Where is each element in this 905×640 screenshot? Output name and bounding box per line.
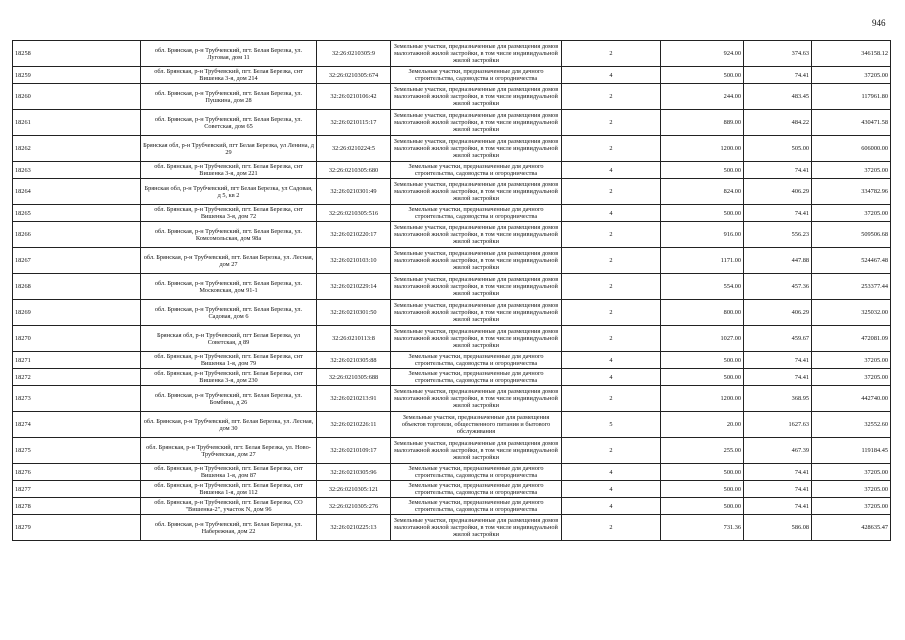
- row-address: обл. Брянская, р-н Трубчевский, пгт. Белая Березка, снт Вишенка 3-я, дом 72: [141, 205, 317, 222]
- table-row: [13, 412, 891, 438]
- row-cadastral-value: 442740.00: [812, 386, 891, 412]
- row-land-use: Земельные участки, предназначенные для дачного строительства, садоводства и огородничества: [391, 67, 562, 84]
- table-row: [13, 274, 891, 300]
- row-area: 20.00: [661, 412, 744, 438]
- row-category: 2: [562, 41, 661, 67]
- page-number: 946: [872, 18, 886, 28]
- row-land-use: Земельные участки, предназначенные для размещения объектов торговли, общественного питания и бытового обслуживания: [391, 412, 562, 438]
- row-cadastral-value: 253377.44: [812, 274, 891, 300]
- row-rate: 459.67: [744, 326, 812, 352]
- row-rate: 457.36: [744, 274, 812, 300]
- table-row: [13, 498, 891, 515]
- row-address: Брянская обл, р-н Трубчевский, пгт Белая Березка, ул Ленина, д 29: [141, 136, 317, 162]
- table-row: [13, 67, 891, 84]
- row-address: обл. Брянская, р-н Трубчевский, пгт. Белая Березка, ул. Лесная, дом 27: [141, 248, 317, 274]
- row-land-use: Земельные участки, предназначенные для размещения домов малоэтажной жилой застройки, в том числе индивидуальной жилой застройки: [391, 438, 562, 464]
- table-row: [13, 369, 891, 386]
- row-cadastral-number: 32:26:0210305:516: [317, 205, 391, 222]
- register-body: [13, 41, 891, 541]
- row-area: 889.00: [661, 110, 744, 136]
- row-number: 18268: [13, 274, 141, 300]
- row-category: 2: [562, 248, 661, 274]
- row-category: 2: [562, 300, 661, 326]
- table-row: [13, 464, 891, 481]
- row-area: 1171.00: [661, 248, 744, 274]
- row-address: обл. Брянская, р-н Трубчевский, пгт. Белая Березка, ул. Бомбина, д 26: [141, 386, 317, 412]
- row-land-use: Земельные участки, предназначенные для размещения домов малоэтажной жилой застройки, в том числе индивидуальной жилой застройки: [391, 84, 562, 110]
- row-cadastral-value: 37205.00: [812, 352, 891, 369]
- row-land-use: Земельные участки, предназначенные для размещения домов малоэтажной жилой застройки, в том числе индивидуальной жилой застройки: [391, 110, 562, 136]
- row-address: обл. Брянская, р-н Трубчевский, пгт. Белая Березка, снт Вишенка 1-я, дом 79: [141, 352, 317, 369]
- row-cadastral-value: 430471.58: [812, 110, 891, 136]
- row-rate: 447.88: [744, 248, 812, 274]
- row-rate: 74.41: [744, 162, 812, 179]
- row-land-use: Земельные участки, предназначенные для размещения домов малоэтажной жилой застройки, в том числе индивидуальной жилой застройки: [391, 179, 562, 205]
- row-land-use: Земельные участки, предназначенные для дачного строительства, садоводства и огородничества: [391, 481, 562, 498]
- table-row: [13, 352, 891, 369]
- row-cadastral-value: 37205.00: [812, 205, 891, 222]
- row-area: 500.00: [661, 162, 744, 179]
- row-cadastral-number: 32:26:0210229:14: [317, 274, 391, 300]
- row-land-use: Земельные участки, предназначенные для размещения домов малоэтажной жилой застройки, в том числе индивидуальной жилой застройки: [391, 386, 562, 412]
- row-cadastral-number: 32:26:0210305:688: [317, 369, 391, 386]
- row-cadastral-number: 32:26:0210225:13: [317, 515, 391, 541]
- row-category: 4: [562, 498, 661, 515]
- row-address: обл. Брянская, р-н Трубчевский, пгт. Белая Березка, снт Вишенка 1-я, дом 112: [141, 481, 317, 498]
- row-cadastral-number: 32:26:0210305:121: [317, 481, 391, 498]
- row-rate: 374.63: [744, 41, 812, 67]
- row-rate: 74.41: [744, 369, 812, 386]
- row-area: 1027.00: [661, 326, 744, 352]
- row-area: 731.36: [661, 515, 744, 541]
- row-number: 18271: [13, 352, 141, 369]
- row-rate: 484.22: [744, 110, 812, 136]
- table-row: [13, 326, 891, 352]
- table-row: [13, 300, 891, 326]
- row-cadastral-number: 32:26:0210305:680: [317, 162, 391, 179]
- row-land-use: Земельные участки, предназначенные для дачного строительства, садоводства и огородничества: [391, 369, 562, 386]
- row-rate: 74.41: [744, 498, 812, 515]
- row-category: 4: [562, 352, 661, 369]
- row-land-use: Земельные участки, предназначенные для размещения домов малоэтажной жилой застройки, в том числе индивидуальной жилой застройки: [391, 274, 562, 300]
- row-cadastral-number: 32:26:0210224:5: [317, 136, 391, 162]
- row-number: 18260: [13, 84, 141, 110]
- row-number: 18263: [13, 162, 141, 179]
- row-cadastral-value: 37205.00: [812, 67, 891, 84]
- row-area: 244.00: [661, 84, 744, 110]
- row-area: 500.00: [661, 369, 744, 386]
- table-row: [13, 84, 891, 110]
- row-category: 4: [562, 205, 661, 222]
- row-area: 500.00: [661, 498, 744, 515]
- row-cadastral-number: 32:26:0210305:88: [317, 352, 391, 369]
- row-land-use: Земельные участки, предназначенные для дачного строительства, садоводства и огородничества: [391, 352, 562, 369]
- row-area: 500.00: [661, 67, 744, 84]
- row-cadastral-value: 37205.00: [812, 369, 891, 386]
- row-address: обл. Брянская, р-н Трубчевский, пгт. Белая Березка, ул. Ново-Трубчевская, дом 27: [141, 438, 317, 464]
- row-number: 18267: [13, 248, 141, 274]
- row-category: 2: [562, 274, 661, 300]
- row-category: 2: [562, 110, 661, 136]
- row-rate: 586.08: [744, 515, 812, 541]
- row-number: 18262: [13, 136, 141, 162]
- row-land-use: Земельные участки, предназначенные для размещения домов малоэтажной жилой застройки, в том числе индивидуальной жилой застройки: [391, 222, 562, 248]
- row-cadastral-number: 32:26:0210109:17: [317, 438, 391, 464]
- row-address: обл. Брянская, р-н Трубчевский, пгт. Белая Березка, снт Вишенка 3-я, дом 230: [141, 369, 317, 386]
- row-cadastral-value: 119184.45: [812, 438, 891, 464]
- row-category: 2: [562, 515, 661, 541]
- row-number: 18270: [13, 326, 141, 352]
- row-category: 2: [562, 179, 661, 205]
- row-number: 18276: [13, 464, 141, 481]
- row-area: 554.00: [661, 274, 744, 300]
- table-row: [13, 481, 891, 498]
- row-land-use: Земельные участки, предназначенные для размещения домов малоэтажной жилой застройки, в том числе индивидуальной жилой застройки: [391, 515, 562, 541]
- row-category: 2: [562, 326, 661, 352]
- row-rate: 74.41: [744, 67, 812, 84]
- row-land-use: Земельные участки, предназначенные для размещения домов малоэтажной жилой застройки, в том числе индивидуальной жилой застройки: [391, 248, 562, 274]
- row-area: 916.00: [661, 222, 744, 248]
- row-address: Брянская обл, р-н Трубчевский, пгт Белая Березка, ул Советская, д 89: [141, 326, 317, 352]
- row-area: 500.00: [661, 352, 744, 369]
- table-row: [13, 438, 891, 464]
- row-cadastral-value: 346158.12: [812, 41, 891, 67]
- row-cadastral-value: 334782.96: [812, 179, 891, 205]
- row-rate: 74.41: [744, 205, 812, 222]
- row-category: 2: [562, 222, 661, 248]
- row-cadastral-value: 325032.00: [812, 300, 891, 326]
- row-address: обл. Брянская, р-н Трубчевский, пгт. Белая Березка, ул. Садовая, дом 6: [141, 300, 317, 326]
- row-category: 4: [562, 369, 661, 386]
- row-cadastral-number: 32:26:0210213:91: [317, 386, 391, 412]
- table-row: [13, 162, 891, 179]
- row-rate: 406.29: [744, 179, 812, 205]
- row-category: 2: [562, 84, 661, 110]
- row-area: 1200.00: [661, 386, 744, 412]
- row-cadastral-number: 32:26:0210103:10: [317, 248, 391, 274]
- row-area: 1200.00: [661, 136, 744, 162]
- row-area: 924.00: [661, 41, 744, 67]
- row-rate: 368.95: [744, 386, 812, 412]
- row-number: 18273: [13, 386, 141, 412]
- row-number: 18269: [13, 300, 141, 326]
- row-category: 4: [562, 67, 661, 84]
- row-cadastral-value: 472081.09: [812, 326, 891, 352]
- row-cadastral-value: 117961.80: [812, 84, 891, 110]
- table-row: [13, 205, 891, 222]
- row-address: обл. Брянская, р-н Трубчевский, пгт. Белая Березка, снт Вишенка 3-я, дом 221: [141, 162, 317, 179]
- row-category: 2: [562, 386, 661, 412]
- row-land-use: Земельные участки, предназначенные для размещения домов малоэтажной жилой застройки, в том числе индивидуальной жилой застройки: [391, 136, 562, 162]
- row-rate: 467.39: [744, 438, 812, 464]
- row-land-use: Земельные участки, предназначенные для дачного строительства, садоводства и огородничества: [391, 205, 562, 222]
- row-rate: 406.29: [744, 300, 812, 326]
- row-number: 18264: [13, 179, 141, 205]
- row-category: 2: [562, 136, 661, 162]
- row-address: обл. Брянская, р-н Трубчевский, пгт. Белая Березка, ул. Лесная, дом 30: [141, 412, 317, 438]
- row-rate: 556.23: [744, 222, 812, 248]
- row-cadastral-number: 32:26:0210305:674: [317, 67, 391, 84]
- row-cadastral-number: 32:26:0210106:42: [317, 84, 391, 110]
- land-register-table: [12, 40, 891, 541]
- row-rate: 74.41: [744, 352, 812, 369]
- row-address: обл. Брянская, р-н Трубчевский, пгт. Белая Березка, снт Вишенка 3-я, дом 214: [141, 67, 317, 84]
- row-cadastral-value: 32552.60: [812, 412, 891, 438]
- row-address: обл. Брянская, р-н Трубчевский, пгт. Белая Березка, ул. Московская, дом 91-1: [141, 274, 317, 300]
- row-rate: 505.00: [744, 136, 812, 162]
- table-row: [13, 222, 891, 248]
- row-category: 5: [562, 412, 661, 438]
- table-row: [13, 515, 891, 541]
- row-land-use: Земельные участки, предназначенные для размещения домов малоэтажной жилой застройки, в том числе индивидуальной жилой застройки: [391, 41, 562, 67]
- row-number: 18274: [13, 412, 141, 438]
- row-address: обл. Брянская, р-н Трубчевский, пгт. Белая Березка, ул. Луговая, дом 11: [141, 41, 317, 67]
- row-land-use: Земельные участки, предназначенные для размещения домов малоэтажной жилой застройки, в том числе индивидуальной жилой застройки: [391, 326, 562, 352]
- row-number: 18272: [13, 369, 141, 386]
- row-area: 255.00: [661, 438, 744, 464]
- row-category: 4: [562, 162, 661, 179]
- row-address: обл. Брянская, р-н Трубчевский, пгт. Белая Березка, СО "Вишенка-2", участок N, дом 96: [141, 498, 317, 515]
- table-row: [13, 248, 891, 274]
- row-cadastral-value: 606000.00: [812, 136, 891, 162]
- table-row: [13, 136, 891, 162]
- row-number: 18279: [13, 515, 141, 541]
- row-rate: 483.45: [744, 84, 812, 110]
- row-cadastral-number: 32:26:0210115:17: [317, 110, 391, 136]
- row-address: Брянская обл, р-н Трубчевский, пгт Белая Березка, ул Садовая, д 5, кв 2: [141, 179, 317, 205]
- row-cadastral-number: 32:26:0210301:50: [317, 300, 391, 326]
- row-category: 4: [562, 481, 661, 498]
- table-row: [13, 386, 891, 412]
- row-address: обл. Брянская, р-н Трубчевский, пгт. Белая Березка, ул. Набережная, дом 22: [141, 515, 317, 541]
- row-cadastral-value: 37205.00: [812, 162, 891, 179]
- row-area: 500.00: [661, 481, 744, 498]
- row-cadastral-number: 32:26:0210226:11: [317, 412, 391, 438]
- row-number: 18258: [13, 41, 141, 67]
- row-cadastral-number: 32:26:0210113:8: [317, 326, 391, 352]
- row-number: 18277: [13, 481, 141, 498]
- row-address: обл. Брянская, р-н Трубчевский, пгт. Белая Березка, ул. Пушкина, дом 28: [141, 84, 317, 110]
- table-row: [13, 41, 891, 67]
- row-cadastral-number: 32:26:0210301:49: [317, 179, 391, 205]
- row-address: обл. Брянская, р-н Трубчевский, пгт. Белая Березка, ул. Советская, дом 65: [141, 110, 317, 136]
- row-number: 18259: [13, 67, 141, 84]
- row-cadastral-number: 32:26:0210305:276: [317, 498, 391, 515]
- row-land-use: Земельные участки, предназначенные для дачного строительства, садоводства и огородничества: [391, 464, 562, 481]
- row-cadastral-value: 509506.68: [812, 222, 891, 248]
- row-number: 18275: [13, 438, 141, 464]
- table-row: [13, 179, 891, 205]
- row-address: обл. Брянская, р-н Трубчевский, пгт. Белая Березка, ул. Комсомольская, дом 98а: [141, 222, 317, 248]
- row-rate: 74.41: [744, 481, 812, 498]
- table-row: [13, 110, 891, 136]
- row-number: 18261: [13, 110, 141, 136]
- row-land-use: Земельные участки, предназначенные для размещения домов малоэтажной жилой застройки, в том числе индивидуальной жилой застройки: [391, 300, 562, 326]
- row-cadastral-number: 32:26:0210220:17: [317, 222, 391, 248]
- row-area: 500.00: [661, 464, 744, 481]
- row-category: 2: [562, 438, 661, 464]
- row-cadastral-number: 32:26:0210305:96: [317, 464, 391, 481]
- row-cadastral-value: 37205.00: [812, 481, 891, 498]
- row-cadastral-value: 524467.48: [812, 248, 891, 274]
- row-land-use: Земельные участки, предназначенные для дачного строительства, садоводства и огородничества: [391, 498, 562, 515]
- row-rate: 1627.63: [744, 412, 812, 438]
- row-number: 18265: [13, 205, 141, 222]
- row-cadastral-number: 32:26:0210305:9: [317, 41, 391, 67]
- row-area: 500.00: [661, 205, 744, 222]
- row-cadastral-value: 37205.00: [812, 464, 891, 481]
- row-number: 18266: [13, 222, 141, 248]
- row-category: 4: [562, 464, 661, 481]
- row-area: 824.00: [661, 179, 744, 205]
- row-number: 18278: [13, 498, 141, 515]
- row-area: 800.00: [661, 300, 744, 326]
- row-address: обл. Брянская, р-н Трубчевский, пгт. Белая Березка, снт Вишенка 1-я, дом 87: [141, 464, 317, 481]
- row-cadastral-value: 428635.47: [812, 515, 891, 541]
- row-land-use: Земельные участки, предназначенные для дачного строительства, садоводства и огородничества: [391, 162, 562, 179]
- row-cadastral-value: 37205.00: [812, 498, 891, 515]
- row-rate: 74.41: [744, 464, 812, 481]
